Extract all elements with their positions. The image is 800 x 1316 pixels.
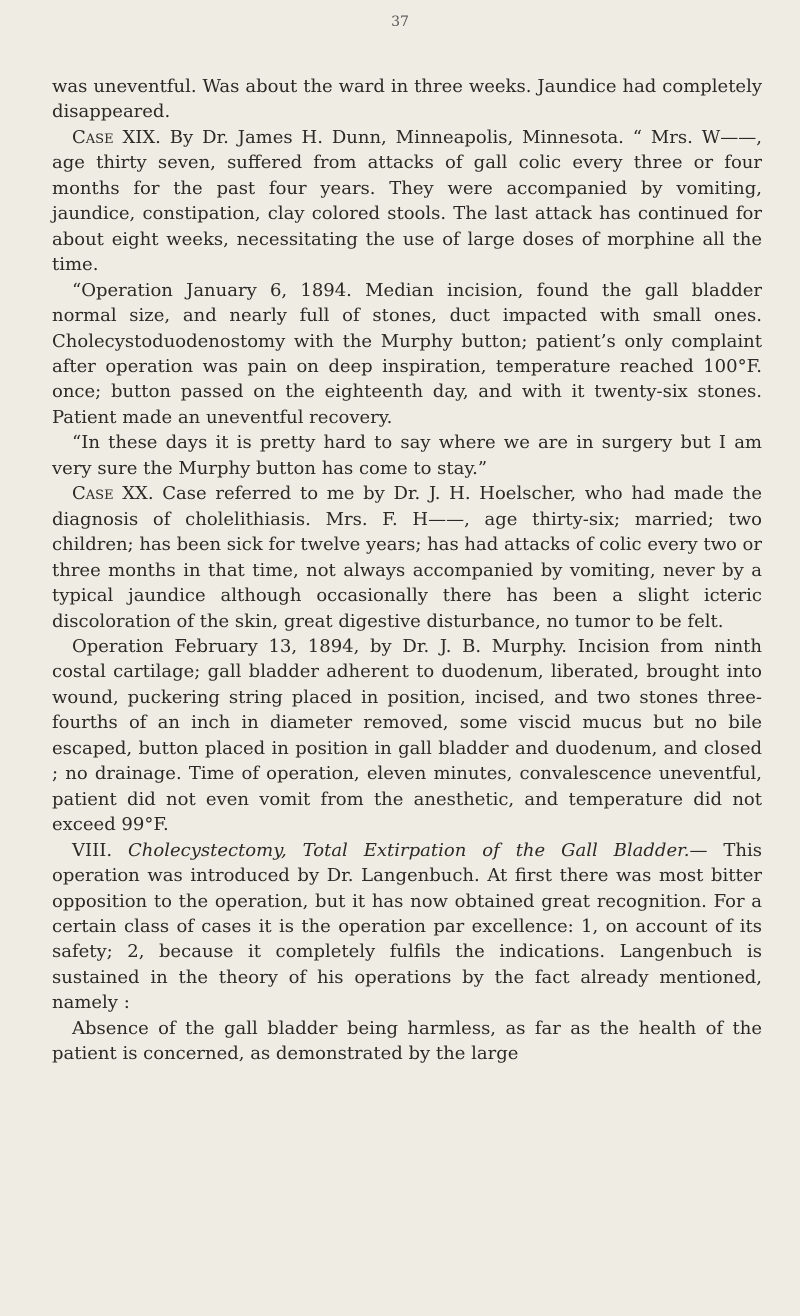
paragraph (52, 74, 762, 125)
section-number: VIII. (72, 839, 128, 861)
paragraph-text: Case referred to me by Dr. J. H. Hoelscher, who had made the diagnosis of cholelithiasis. Mrs. F. H——, age thirty-six; married; two children; has been sick for twelve years; has had attacks of colic every two or three months in that time, not always accompanied by vomiting, never by a typical jaundice although occasionally there has been a slight icteric discoloration of the skin, great digestive disturbance, no tumor to be felt. (52, 483, 762, 632)
section-title: Cholecystectomy, Total Extirpation of the Gall Bladder. (128, 839, 690, 861)
paragraph-text: “In these days it is pretty hard to say where we are in surgery but I am very sure the Murphy button has come to stay.” (52, 432, 762, 479)
section-viii-paragraph (52, 838, 762, 1016)
paragraph-text: Operation February 13, 1894, by Dr. J. B. Murphy. Incision from ninth costal cartilage; gall bladder adherent to duodenum, liberated, brought into wound, puckering string placed in position, incised, and two stones three-fourths of an inch in diameter removed, some viscid mucus but no bile escaped, button placed in position in gall bladder and duodenum, and closed ; no drainage. Time of operation, eleven minutes, convalescence uneventful, patient did not even vomit from the anesthetic, and temperature did not exceed 99°F. (52, 635, 762, 836)
paragraph (52, 634, 762, 838)
page-number: 37 (391, 14, 409, 30)
paragraph-text: By Dr. James H. Dunn, Minneapolis, Minnesota. “ Mrs. W——, age thirty seven, suffered from attacks of gall colic every three or four months for the past four years. They were accompanied by vomiting, jaundice, constipation, clay colored stools. The last attack has continued for about eight weeks, necessitating the use of large doses of morphine all the time. (52, 126, 762, 276)
case-xx-paragraph (52, 481, 762, 634)
paragraph-text: “Operation January 6, 1894. Median incision, found the gall bladder normal size, and nearly full of stones, duct impacted with small ones. Cholecystoduodenostomy with the Murphy button; patient’s only complaint after operation was pain on deep inspiration, temperature reached 100°F. once; button passed on the eighteenth day, and with it twenty-six stones. Patient made an uneventful recovery. (52, 279, 762, 428)
paragraph (52, 430, 762, 481)
case-xix-paragraph (52, 125, 762, 278)
paragraph-text: Absence of the gall bladder being harmless, as far as the health of the patient is concerned, as demonstrated by the large (52, 1017, 762, 1065)
paragraph-text: was uneventful. Was about the ward in three weeks. Jaundice had completely disappeared. (52, 76, 762, 123)
paragraph-text: — This operation was introduced by Dr. Langenbuch. At first there was most bitter opposition to the operation, but it has now obtained great recognition. For a certain class of cases it is the operation par excellence: 1, on account of its safety; 2, because it completely fulfils the indications. Langenbuch is sustained in the theory of his operations by the fact already mentioned, namely : (52, 839, 762, 1014)
body-text (52, 74, 762, 1067)
paragraph (52, 1016, 762, 1067)
case-label: Case XX. (72, 483, 154, 505)
case-label: Case XIX. (72, 126, 161, 148)
paragraph (52, 278, 762, 431)
